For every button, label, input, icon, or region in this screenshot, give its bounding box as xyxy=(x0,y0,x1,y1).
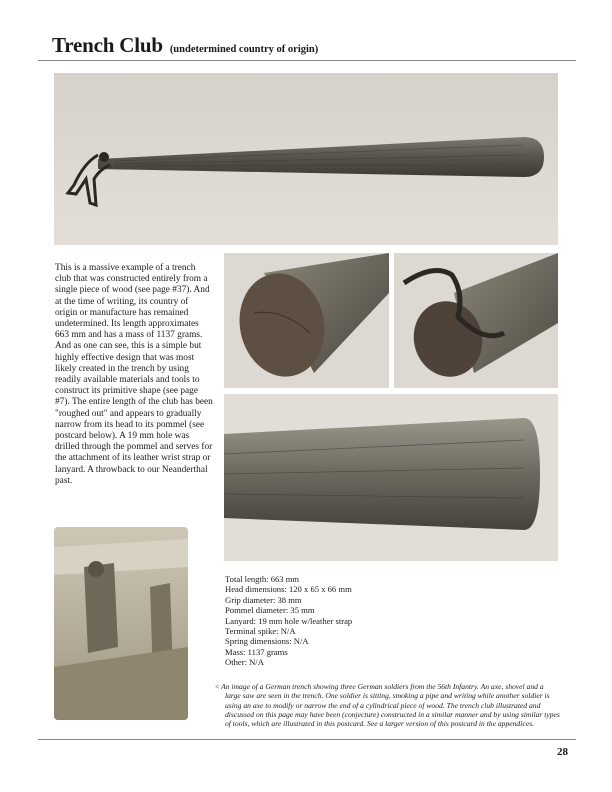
trench-postcard-photo xyxy=(54,527,188,720)
specs-list xyxy=(225,574,465,668)
spec-mass: Mass: 1137 grams xyxy=(225,646,288,657)
caption-text: An image of a German trench showing three German soldiers from the 56th Infantry. An axe, shovel and a large saw are seen in the trench. One soldier is sitting, smoking a pipe and writing while another soldier is using an axe to modify or narrow the end of a cylindrical piece of wood. The trench club illustrated and discussed on this page may have been (conjecture) constructed in a similar manner and by using similar types of tools, which are illustrated in this postcard. See a larger version of this postcard in the appendices. xyxy=(221,682,560,729)
spec-lanyard: Lanyard: 19 mm hole w/leather strap xyxy=(225,615,353,626)
spec-other: Other: N/A xyxy=(225,657,264,668)
header-rule xyxy=(38,60,576,61)
postcard-caption xyxy=(215,682,560,728)
spec-spring-dimensions: Spring dimensions: N/A xyxy=(225,636,309,647)
body-paragraph: This is a massive example of a trench club that was constructed entirely from a single piece of wood (see page #37). And at the time of writing, its country of origin or manufacture has remained undetermined. Its length approximates 663 mm and has a mass of 1137 grams. And as one can see, this is a simple but highly effective design that was most likely created in the trench by using readily available materials and tools to construct its primitive shape (see page #7). The entire length of the club has been "roughed out" and appears to gradually narrow from its head to its pommel (see postcard below). A 19 mm hole was drilled through the pommel and serves for the attachment of its leather wrist strap or lanyard. A throwback to our Neanderthal past. xyxy=(55,263,213,486)
spec-head-dimensions: Head dimensions: 120 x 65 x 66 mm xyxy=(225,584,352,595)
club-head-photo xyxy=(224,253,389,388)
spec-total-length: Total length: 663 mm xyxy=(225,574,300,584)
spec-pommel-diameter: Pommel diameter: 35 mm xyxy=(225,605,315,616)
page-number: 28 xyxy=(557,746,568,758)
title-subtitle: (undetermined country of origin) xyxy=(169,44,319,55)
title-main: Trench Club xyxy=(52,33,163,57)
left-arrow-icon: < xyxy=(215,682,220,691)
spec-terminal-spike: Terminal spike: N/A xyxy=(225,626,296,637)
club-pommel-photo xyxy=(394,253,558,388)
club-head-closeup-photo xyxy=(224,394,558,561)
club-full-photo xyxy=(54,73,558,245)
page-title xyxy=(52,33,318,58)
spec-grip-diameter: Grip diameter: 38 mm xyxy=(225,594,302,605)
footer-rule xyxy=(38,739,576,740)
